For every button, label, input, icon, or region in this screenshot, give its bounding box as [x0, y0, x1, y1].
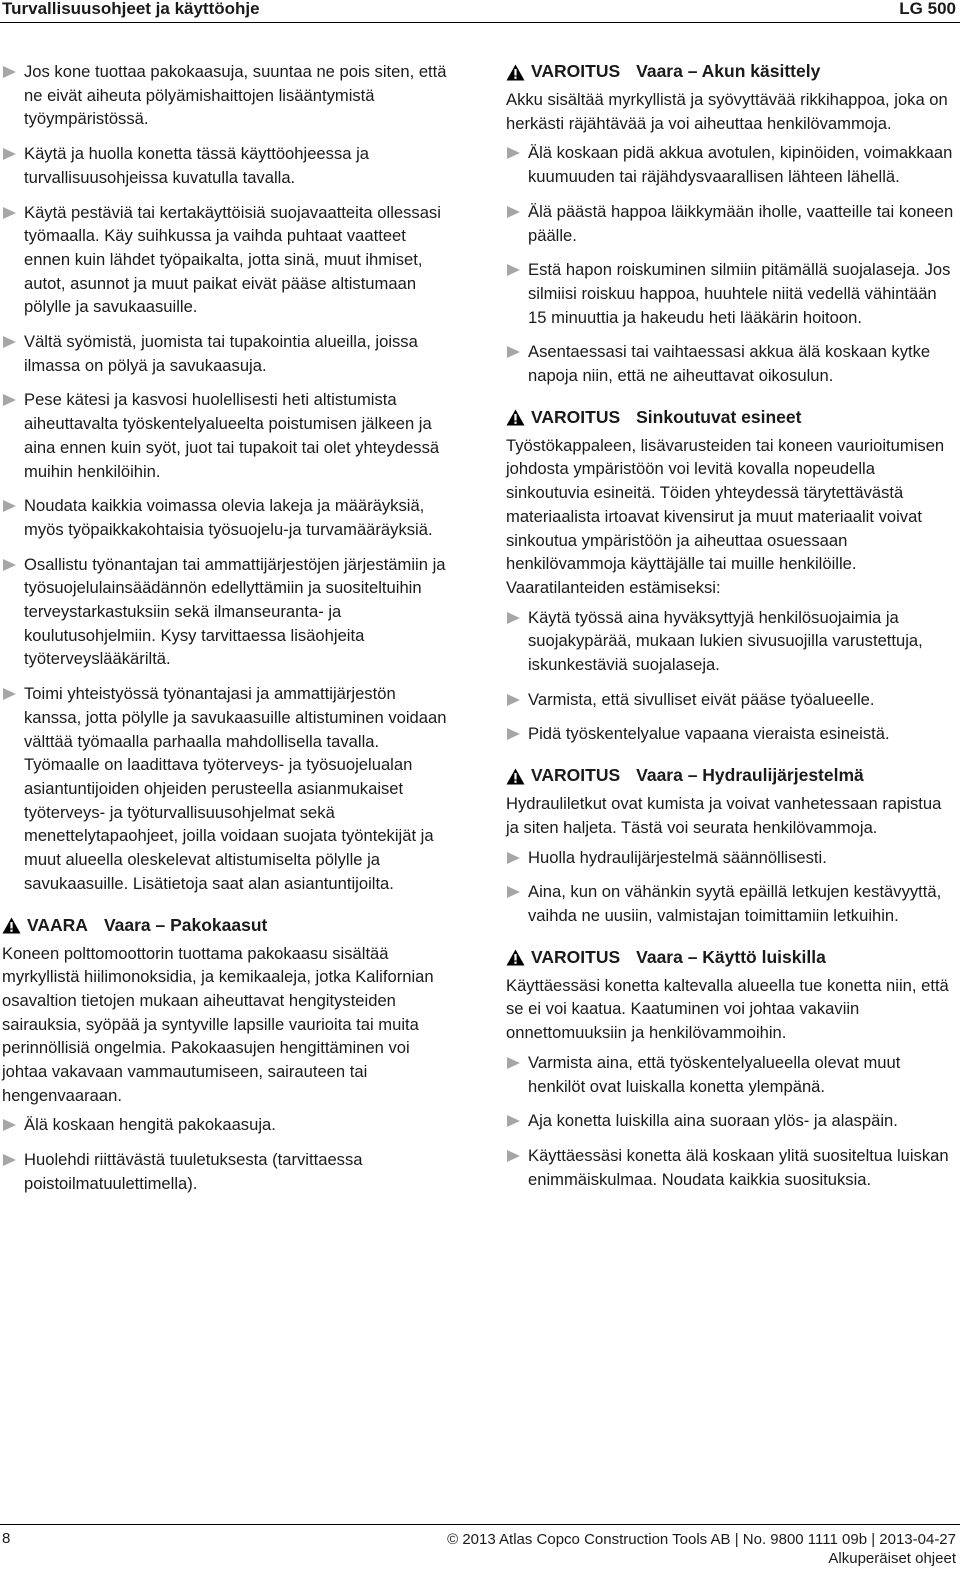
list-item	[2, 388, 456, 483]
list-item	[506, 141, 958, 188]
arrow-bullet-icon	[507, 264, 520, 276]
list-item-text: Vältä syömistä, juomista tai tupakointia alueilla, joissa ilmassa on pölyä ja savukaasuja.	[24, 332, 418, 375]
header-rule	[0, 22, 960, 23]
warning-keyword: VAROITUS	[531, 765, 621, 786]
warning-text: Hydrauliletkut ovat kumista ja voivat vanhetessaan rapistua ja siten haljeta. Tästä voi seurata henkilövammoja.	[506, 794, 942, 837]
list-item-text: Jos kone tuottaa pakokaasuja, suuntaa ne pois siten, että ne eivät aiheuta pölyämishaittojen lisääntymistä työympäristössä.	[24, 62, 447, 129]
list-item-text: Huolla hydraulijärjestelmä säännöllisesti.	[528, 847, 827, 867]
page-header	[0, 0, 960, 22]
warning-triangle-icon	[506, 768, 525, 785]
list-item	[506, 200, 958, 247]
warning-text: Akku sisältää myrkyllistä ja syövyttävää rikkihappoa, joka on herkästi räjähtävää ja voi aiheuttaa henkilövammoja.	[506, 90, 948, 133]
right-column	[506, 60, 958, 1202]
list-item-text: Estä hapon roiskuminen silmiin pitämällä suojalaseja. Jos silmiisi roiskuu happoa, huuhtele niitä vedellä vähintään 15 minuuttia ja hakeudu heti lääkärin hoitoon.	[528, 260, 951, 327]
list-item	[2, 60, 456, 131]
list-item-text: Aja konetta luiskilla aina suoraan ylös- ja alaspäin.	[528, 1111, 898, 1131]
list-item-text: Käyttäessäsi konetta älä koskaan ylitä suositeltua luiskan enimmäiskulmaa. Noudata kaikkia suosituksia.	[528, 1145, 949, 1189]
list-item	[2, 1148, 456, 1195]
warning-heading-hydraulics	[506, 764, 958, 788]
list-item	[2, 682, 456, 895]
arrow-bullet-icon	[507, 206, 520, 218]
arrow-bullet-icon	[3, 66, 16, 78]
warning-heading-battery	[506, 60, 958, 84]
header-title: Turvallisuusohjeet ja käyttöohje	[2, 0, 260, 18]
arrow-bullet-icon	[3, 207, 16, 219]
list-item	[506, 1144, 958, 1191]
list-item-text: Asentaessasi tai vaihtaessasi akkua älä koskaan kytke napoja niin, että ne aiheuttavat oikosulun.	[528, 342, 931, 386]
list-item-text: Toimi yhteistyössä työnantajasi ja ammattijärjestön kanssa, jotta pölylle ja savukaasuille altistuminen voidaan välttää työmaalla parhaalla mahdollisella tavalla. Työmaalle on laadittava työterveys- ja työsuojelualan asiantuntijoiden ohjeiden perusteella asianmukaiset työterveys- ja työturvallisuusohjelmat sekä menettelytapaohjeet, joilla voidaan suojata työntekijät ja muut alueella oleskelevat altistumiselta pölylle ja savukaasuille. Lisätietoja saat alan asiantuntijoilta.	[24, 684, 447, 893]
arrow-bullet-icon	[507, 147, 520, 159]
warning-triangle-icon	[506, 949, 525, 966]
list-item	[2, 142, 456, 189]
warning-heading-slopes	[506, 946, 958, 970]
list-item	[506, 880, 958, 927]
list-item-text: Pidä työskentelyalue vapaana vieraista esineistä.	[528, 724, 890, 744]
list-item	[506, 258, 958, 329]
list-item-text: Pese kätesi ja kasvosi huolellisesti heti altistumista aiheuttavalta työskentelyalueelta poistumisen jälkeen ja aina ennen kuin syöt, juot tai tupakoit tai olet yhteydessä muihin henkilöihin.	[24, 390, 440, 481]
list-item	[2, 330, 456, 377]
arrow-bullet-icon	[3, 1154, 16, 1166]
list-item-text: Älä koskaan pidä akkua avotulen, kipinöiden, voimakkaan kuumuuden tai räjähdysvaarallisen lähteen lähellä.	[528, 143, 953, 187]
list-item	[2, 494, 456, 541]
footer-info	[447, 1530, 956, 1568]
list-item-text: Älä koskaan hengitä pakokaasuja.	[24, 1115, 276, 1135]
arrow-bullet-icon	[507, 728, 520, 740]
footer-rule	[0, 1524, 960, 1525]
warning-heading-projectiles	[506, 406, 958, 430]
warning-keyword: VAROITUS	[531, 406, 621, 427]
arrow-bullet-icon	[3, 148, 16, 160]
arrow-bullet-icon	[507, 694, 520, 706]
warning-title: Sinkoutuvat esineet	[636, 406, 802, 427]
list-item-text: Huolehdi riittävästä tuuletuksesta (tarvittaessa poistoilmatuulettimella).	[24, 1150, 363, 1193]
warning-triangle-icon	[506, 409, 525, 426]
warning-title: Vaara – Hydraulijärjestelmä	[636, 765, 864, 786]
arrow-bullet-icon	[3, 688, 16, 700]
list-item	[506, 340, 958, 387]
arrow-bullet-icon	[507, 612, 520, 624]
footer-copyright: © 2013 Atlas Copco Construction Tools AB | No. 9800 1111 09b | 2013-04-27	[447, 1531, 956, 1548]
list-item-text: Käytä pestäviä tai kertakäyttöisiä suojavaatteita ollessasi työmaalla. Käy suihkussa ja vaihda puhtaat vaatteet ennen kuin lähdet työpaikalta, jotta sinä, muut ihmiset, autot, asunnot ja muut paikat eivät pääse altistumaan pölylle ja savukaasuille.	[24, 202, 441, 317]
list-item-text: Älä päästä happoa läikkymään iholle, vaatteille tai koneen päälle.	[528, 201, 954, 245]
page-number: 8	[2, 1530, 11, 1547]
list-item-text: Noudata kaikkia voimassa olevia lakeja ja määräyksiä, myös työpaikkakohtaisia työsuojelu-ja turvamääräyksiä.	[24, 496, 433, 539]
list-item-text: Käytä työssä aina hyväksyttyjä henkilösuojaimia ja suojakypärää, mukaan lukien sivusuojilla varustettuja, iskunkestäviä suojalaseja.	[528, 607, 923, 675]
list-item	[2, 1113, 456, 1137]
list-item	[506, 846, 958, 870]
header-model: LG 500	[899, 0, 956, 18]
arrow-bullet-icon	[507, 1115, 520, 1127]
warning-triangle-icon	[2, 917, 21, 934]
arrow-bullet-icon	[507, 1057, 520, 1069]
warning-triangle-icon	[506, 64, 525, 81]
arrow-bullet-icon	[3, 500, 16, 512]
warning-title: Vaara – Käyttö luiskilla	[636, 946, 826, 967]
arrow-bullet-icon	[507, 852, 520, 864]
arrow-bullet-icon	[3, 336, 16, 348]
warning-heading-exhaust	[2, 914, 456, 938]
arrow-bullet-icon	[507, 346, 520, 358]
list-item-text: Varmista, että sivulliset eivät pääse työalueelle.	[528, 689, 875, 709]
arrow-bullet-icon	[3, 394, 16, 406]
list-item	[2, 553, 456, 672]
warning-title: Vaara – Akun käsittely	[636, 61, 821, 82]
list-item	[506, 1051, 958, 1098]
arrow-bullet-icon	[3, 559, 16, 571]
list-item	[506, 722, 958, 746]
list-item	[506, 606, 958, 677]
arrow-bullet-icon	[507, 886, 520, 898]
list-item-text: Aina, kun on vähänkin syytä epäillä letkujen kestävyyttä, vaihda ne uusiin, valmistajan toimittamiin letkuihin.	[528, 882, 942, 925]
list-item-text: Käytä ja huolla konetta tässä käyttöohjeessa ja turvallisuusohjeissa kuvatulla tavalla.	[24, 144, 370, 187]
list-item	[506, 688, 958, 712]
warning-text: Käyttäessäsi konetta kaltevalla alueella tue konetta niin, että se ei voi kaatua. Kaatuminen voi johtaa vakaviin onnettomuuksiin ja henkilövammoihin.	[506, 975, 949, 1043]
list-item-text: Osallistu työnantajan tai ammattijärjestöjen järjestämiin ja työsuojelulainsäädännön edellyttämiin ja suositeltuihin terveystarkastuksiin sekä ilmanseuranta- ja koulutusohjelmiin. Kysy tarvittaessa lisäohjeita työterveyslääkäriltä.	[24, 554, 446, 669]
arrow-bullet-icon	[3, 1119, 16, 1131]
warning-title: Vaara – Pakokaasut	[103, 914, 268, 935]
warning-text: Koneen polttomoottorin tuottama pakokaasu sisältää myrkyllistä hiilimonoksidia, ja kemikaaleja, jotka Kalifornian osavaltion tietojen mukaan aiheuttavat hengitysteiden sairauksia, syöpää ja syntyville lapsille vaurioita tai muita perinnöllisiä ongelmia. Pakokaasujen hengittäminen voi johtaa vakavaan vammautumiseen, sairauteen tai hengenvaaraan.	[2, 943, 434, 1105]
warning-keyword: VAROITUS	[531, 946, 621, 967]
footer-note: Alkuperäiset ohjeet	[828, 1550, 956, 1567]
warning-text: Työstökappaleen, lisävarusteiden tai koneen vaurioitumisen johdosta ympäristöön voi levitä kovalla nopeudella sinkoutuvia esineitä. Töiden yhteydessä tärytettävästä materiaalista irtoavat kivensirut ja muut materiaalit voivat sinkoutua ympäristöön ja aiheuttaa osuessaan henkilövammoja käyttäjälle tai muille henkilöille. Vaaratilanteiden estämiseksi:	[506, 435, 945, 597]
warning-keyword: VAARA	[27, 914, 88, 935]
warning-keyword: VAROITUS	[531, 61, 621, 82]
list-item	[506, 1109, 958, 1133]
list-item	[2, 201, 456, 320]
left-column	[2, 60, 456, 1207]
arrow-bullet-icon	[507, 1150, 520, 1162]
list-item-text: Varmista aina, että työskentelyalueella olevat muut henkilöt ovat luiskalla konetta ylempänä.	[528, 1052, 901, 1096]
